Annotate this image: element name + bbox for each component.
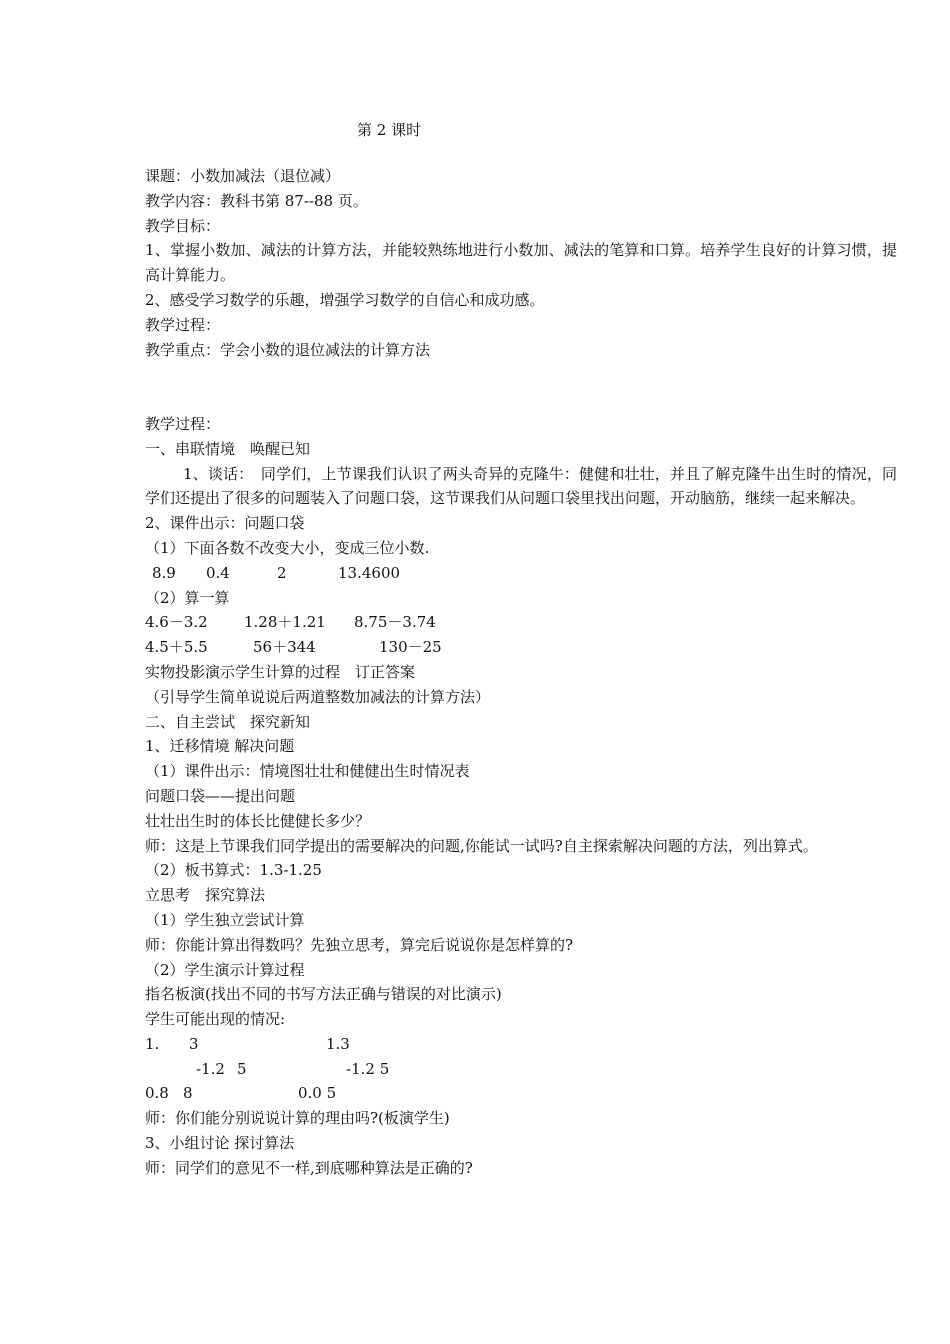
calc-item: 4.5＋5.5	[145, 638, 208, 657]
calc-item: 56＋344	[253, 638, 316, 657]
talk-paragraph: 1、谈话： 同学们，上节课我们认识了两头奇异的克隆牛：健健和壮壮，并且了解克隆牛出生时的情况，同学们还提出了很多的问题装入了问题口袋，这节课我们从问题口袋里找出问题，开动脑筋，继续一起来解决。	[145, 464, 897, 508]
case-item: -1.2	[196, 1059, 225, 1078]
step-1-line: 1、迁移情境 解决问题	[145, 737, 295, 756]
task-1-line: （1）下面各数不改变大小，变成三位小数.	[145, 538, 430, 557]
calc-row-2	[145, 635, 897, 660]
numbers-row	[145, 561, 897, 586]
case-row-1	[145, 1032, 897, 1057]
spacer	[145, 362, 897, 412]
case-item: 5	[237, 1059, 247, 1078]
number-item: 0.4	[206, 563, 230, 582]
board-formula-line: （2）板书算式：1.3-1.25	[145, 861, 322, 880]
courseware-line: 2、课件出示：问题口袋	[145, 514, 305, 533]
objectives-heading: 教学目标：	[145, 216, 221, 235]
case-row-2	[145, 1057, 897, 1082]
guide-line: （引导学生简单说说后两道整数加减法的计算方法）	[145, 687, 491, 706]
teacher-line-4: 师：同学们的意见不一样,到底哪种算法是正确的?	[145, 1158, 473, 1177]
lesson-title: 第 2 课时	[357, 121, 422, 139]
teacher-line-1: 师：这是上节课我们同学提出的需要解决的问题,你能试一试吗?自主探索解决问题的方法，列出算式。	[145, 836, 818, 855]
calc-row-1	[145, 610, 897, 635]
case-item: 1.	[145, 1034, 160, 1053]
question-bag-line: 问题口袋——提出问题	[145, 786, 296, 805]
calc-item: 8.75－3.74	[354, 613, 436, 632]
number-item: 13.4600	[338, 563, 401, 582]
case-item: 8	[183, 1084, 193, 1103]
board-demo-line: 指名板演(找出不同的书写方法正确与错误的对比演示)	[145, 985, 502, 1004]
case-item: -1.2 5	[346, 1059, 390, 1078]
teacher-line-3: 师：你们能分别说说计算的理由吗?(板演学生)	[145, 1109, 450, 1128]
process-heading-2: 教学过程：	[145, 414, 221, 433]
calc-item: 4.6－3.2	[145, 613, 208, 632]
question-line: 壮壮出生时的体长比健健长多少？	[145, 811, 371, 830]
case-item: 0.8	[145, 1084, 169, 1103]
demo-line: （2）学生演示计算过程	[145, 960, 305, 979]
case-item: 3	[189, 1034, 199, 1053]
think-line: 立思考 探究算法	[145, 886, 266, 905]
key-point-line: 教学重点：学会小数的退位减法的计算方法	[145, 340, 431, 359]
calc-item: 1.28＋1.21	[244, 613, 326, 632]
projection-line: 实物投影演示学生计算的过程 订正答案	[145, 662, 416, 681]
case-item: 1.3	[326, 1034, 350, 1053]
step-3-line: 3、小组讨论 探讨算法	[145, 1134, 295, 1153]
objective-2: 2、感受学习数学的乐趣，增强学习数学的自信心和成功感。	[145, 290, 545, 309]
case-row-3	[145, 1081, 897, 1106]
document-content	[145, 164, 897, 1181]
topic-line: 课题：小数加减法（退位减）	[145, 167, 341, 185]
number-item: 8.9	[152, 563, 176, 582]
number-item: 2	[277, 563, 287, 582]
process-heading: 教学过程：	[145, 315, 221, 334]
task-2-line: （2）算一算	[145, 588, 230, 607]
calc-item: 130－25	[379, 638, 442, 657]
content-line: 教学内容：教科书第 87--88 页。	[145, 191, 368, 210]
case-item: 0.0 5	[298, 1084, 337, 1103]
section-1-heading: 一、串联情境 唤醒已知	[145, 439, 311, 458]
objective-1: 1、掌握小数加、减法的计算方法，并能较熟练地进行小数加、减法的笔算和口算。培养学生良好的计算习惯，提高计算能力。	[145, 241, 897, 285]
independent-try-line: （1）学生独立尝试计算	[145, 910, 305, 929]
possible-cases-line: 学生可能出现的情况:	[145, 1010, 286, 1029]
teacher-line-2: 师：你能计算出得数吗？先独立思考，算完后说说你是怎样算的?	[145, 935, 574, 954]
section-2-heading: 二、自主尝试 探究新知	[145, 712, 311, 731]
courseware-scene-line: （1）课件出示：情境图壮壮和健健出生时情况表	[145, 762, 470, 781]
